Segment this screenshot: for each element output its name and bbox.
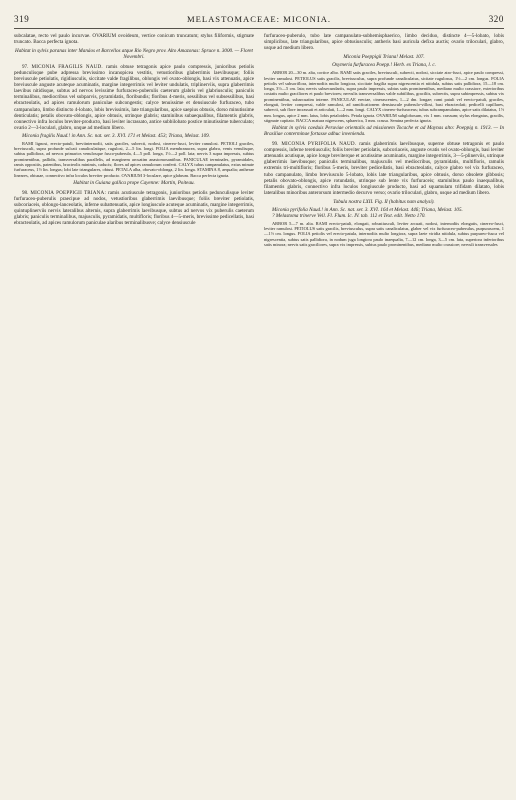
species-98-habitat: Habitat in sylvis caeduis Peruviae orientalis ad missionem Tocache et ad Maynas alto: Poeppig n. 1913. — In Brasiliae conterminae fortasse adhuc invenienda. [264,125,504,138]
species-name: MICONIA FRAGILIS [31,64,83,71]
species-number: 99. [272,141,279,148]
species-98-synonym: Oxymeria furfuracea Poepp.! Herb. ex Triana, l. c. [332,62,436,69]
species-99-description: ARBOR 5—7 m. alta. RAMI erecto-patuli, elongati, robustiusculi, leviter arcuati, nodosi, internodiis elongatis, cinereo-fusci, leviter ramulosi. PETIOLUS satis gracilis, breviusculus, supra satis canaliculatus, glaber vel vix furfuraceo-puberulus, purpurascens, 1—1½ cm. longus. FOLIA petiolis vel erecto-patula, internodiis multo longiora, supra laete viridia nitidula, subtus purpureo-fusca vel nigrescentia, subtus satis pallidiora, in nodum juga longiora paulo inaequalia, 7—12 cm. longa, 3—5 cm. lata, superiora inferioribus satis minora; nervis satis graciliores, supra vix impressis, subtus paulo prominentibus, mediano multo crassiore; nervuli transversales [264,220,504,248]
species-99-synonym: ? Melastoma trinerve Vell. Fl. Flum. Ic. IV. tab. 112 et Text. edit. Netto 170. [272,212,426,219]
species-97-diagnosis [14,64,254,131]
two-column-body [14,33,504,793]
species-number: 97. [22,64,29,71]
running-title: MELASTOMACEAE: MICONIA. [186,14,332,24]
page-number-left: 319 [14,14,30,24]
species-author: TRIANA: [84,189,107,196]
left-column [14,33,254,793]
species-97-description: RAMI lignosi, erecto-patuli, breviinternodii, satis graciles, subrecti, nodosi, cinereo-fusci, leviter ramulosi. PETIOLI graciles, breviusculi, supra profunde sulcati canaliculatique, rugulosi, 2—5 lin. longi. FOLIA membranacea, supra glabra, venis venulisque, subtus pallidiora, ad nervos primarios venulosque fusco-puberula, 4—5 poll. longa, 1½—2 poll. lata; nervis 3 supra impressis, subtus prominentibus, pallidis, transversalibus parallelis, ad marginem arcuatim anastomosantibus. PANICULAE terminales, pyramidales, ramis oppositis, patentibus, bracteolis minimis, caducis; flores ad apices ramulorum conferti. CALYX tubus campanulatus, extus minute furfuraceus, 1½ lin. longus; lobi late triangulares, obtusi. PETALA alba, obovato-oblonga, 2 lin. longa. STAMINA 8, aequalia; antherae lineares, obtusae, connectivo infra loculos breviter producto. OVARIUM 3-loculare, apice glabrum. Bacca perfecta ignota. [14,140,254,178]
continued-description: subcalatae, recto vel paulo incurvae. OVARIUM ovoideum, vertice conicum truncatum; stylus filiformis, stigmate truncato. Bacca perfecta ignota. [14,33,254,46]
right-column [264,33,504,793]
diagnosis-text: ramis obtuse tetragonis apice paulo compressis, junioribus petiolis pedunculisque pube adpressa brevissimo incanopicea vestitis, vetustioribus glaberrimis laevibusque; foliis breviuscule petiolatis, rigidiusculis, siccitate valde fragilibus, oblongis vel ovato-oblongis, basi vix attenuatis, apice breviuscule anguste acuteque acuminatis, margine integerrimis vel leviter undulatis, triplinerviis, supra glaberrimis laevibus nitidisque, subtus ad nervos levissime furfuraceo-puberulis caeterum glabris vel glabriusculis; paniculis terminalibus, mediocribus vel subparvis, pyramidatis, floribundis; floribus 4-meris, sessilibus vel subsessilibus, basi ebracteolatis, ad apices ramulorum paniculae subcongestis; calyce tenuissime et densiuscule furfuraceo, tubo campanulato, limbo distincto 4-lobato, lobis brevissimis, late triangularibus, apice saepius obtusis, dorso minutissime denticulatis; petalis obovato-oblongis, apice obtusis, utrinque glabris; staminibus subaequalibus, filamentis glabris, connectivo infra loculos breviter-producto, basi leviter incrassato, antice subbilobato postice minutissime tuberculato; ovario 2—3-loculari, glabro, unque ad medium libero. [14,64,254,131]
continued-diagnosis: furfuraceo-puberulo, tubo late campanulato-subhemisphaerico, limbo deciduo, distincte 4—5-lobato, lobis simplicibus, late triangularibus, apice obtusiusculis; antheris basi auricula defixa auctis; ovario triloculari, glabro, usque ad medium libero. [264,33,504,52]
habitat-note: Habitat in sylvis paranas inter Manáos et Barcellos atque Rio Negro prov. Alto Amazonas: Spruce n. 3000. — Floret Novembri. [15,48,253,61]
species-name: MICONIA PYRIFOLIA [281,141,337,148]
diagnosis-text: ramis acutiuscule tetragonis, junioribus petiolis pedunculisque leviter furfuraceo-puberulis praecipue ad nodos, vetustioribus glaberrimis laevibusque; foliis breviter petiolatis, subcoriaceis, oblongo-lanceolatis, inferne subattenuatis, apice longiuscule acuteque acuminatis, margine integerrimis, quintuplinerviis nervis lateralibus alternis, supra glaberrimis laevibusque, subtus ad nervos vix puberulis caeterum glabris; paniculis terminalibus, majusculis, pyramidatis, multifloris; floribus 4—5-meris, brevissime pedicellatis, basi ebracteolatis, ad apices ramulorum paniculae alaribus terminalibusve; calyce densiuscule [14,189,254,227]
species-98-description: ARBOR 20—30 m. alta, cortice albo. RAMI satis graciles, breviusculi, subrecti, nodosi, sicciate atro-fusci, apice paulo compressi, leviter ramulosi. PETIOLUS satis gracilis, breviusculus, supra profunde canaliculatus, sicitate rugulosus, 1½—2 cm. longus. FOLIA petiolis vel subsoriflora, internodiis multo longiora, siccitate fragilia supra nigrescentia et nitidula, subtus satis pallidiora, 15—18 cm. longa, 3½—5 cm. lata; nervis subsecundariis, supra paulo impressis, subtus satis prominentibus, mediano multo crassiore, exterioribus costatis multo graciliores et paulo breviores; nervulis transversalibus valde subtilibus, graciliis, subrectis, supra subimpressis, subtus vix prominentibus, subarcuatim interne. PANICULAE erectae, cinerascentes, 1—2 dm. longae; rami patuli vel erecto-patuli, graciles, elongati, leviter compressi, valde ramulosi, ad ramificationem densiuscule puberulo-villosi, basi ebracteolati; pedicelli capillares, subrecti, sub flore incrassati et articulati, 1—2 mm. longi. CALYX cinereo-furfuraceus; tubus subcampanulatus, apice satis dilatatus, 1½ mm. longus, apice 2 mm. latus, lobis petaloideis. Petala ignota. OVARIUM subglobosum, vix 1 mm. crassum; stylus elongatus, gracilis, stigmate capitato. BACCA matura nigrescens, sphaerica, 3 mm. crassa. Semina perfecta ignota. [264,70,504,123]
species-99-diagnosis [264,141,504,195]
species-98-diagnosis [14,190,254,226]
species-author: NAUD. [339,141,357,148]
species-author: NAUD. [85,64,103,71]
diagnosis-text: ramis glaberrimis laevibusque, superne obtuse tetragonis et paulo compressis, inferne teretiusculis; foliis breviter petiolatis, subcoriaceis, anguste ovatis vel ovato-oblongis, basi leviter attenuatis acutisque, apice longe breviterque et acutissime acuminatis, margine integerrimis, 3—5-plinerviis, utrinque glaberrimis laevibusque; paniculis terminalibus, majusculis vel mediocribus, pyramidatis, multifloris, ramulis extremis tri-multifloris; floribus 5-meris, breviter pedicellatis, basi ebracteolatis, calyce glabro vel vix furfuraceo, tubo campanulato, limbo breviusculo 5-lobato, lobis late triangularibus, apice obtusis, dorso obsolete gibbosis; petalis obovato-oblongis, apice rotundatis, utrinque sub lente vix furfuraceis; staminibus paulo inaequalibus, filamentis glabris, connectivo infra loculos longiuscule producto, basi ad squamulam trifidam dilatato, lobis lateralibus minoribus anterorsum intermedio decurvo verso; ovario triloculari, glabro, usque ad medium libero. [264,141,504,196]
species-number: 98. [22,189,29,196]
header-rule [14,28,504,29]
page-number-right: 320 [488,14,504,24]
plate-reference: Tabula nostra LXII. Fig. II (habitus nam analysi). [333,198,435,205]
species-97-citation: Miconia fragilis Naud.! in Ann. Sc. nat. ser. 3. XVI. 171 et Melast. 453; Triana, Melast. 109. [22,132,210,139]
species-98-citation: Miconia Poeppigii Triana! Melast. 107. [343,54,425,61]
species-name: MICONIA POEPPIGII [30,189,82,196]
running-header [14,14,504,26]
species-99-citation: Miconia pyrifolia Naud.! in Ann. Sc. nat. ser. 3. XVI. 164 et Melast. 446; Triana, Melast. 105. [272,206,463,213]
species-97-habitat: Habitat in Guiana gallica prope Cayenne: Martin, Poiteau. [73,179,195,186]
